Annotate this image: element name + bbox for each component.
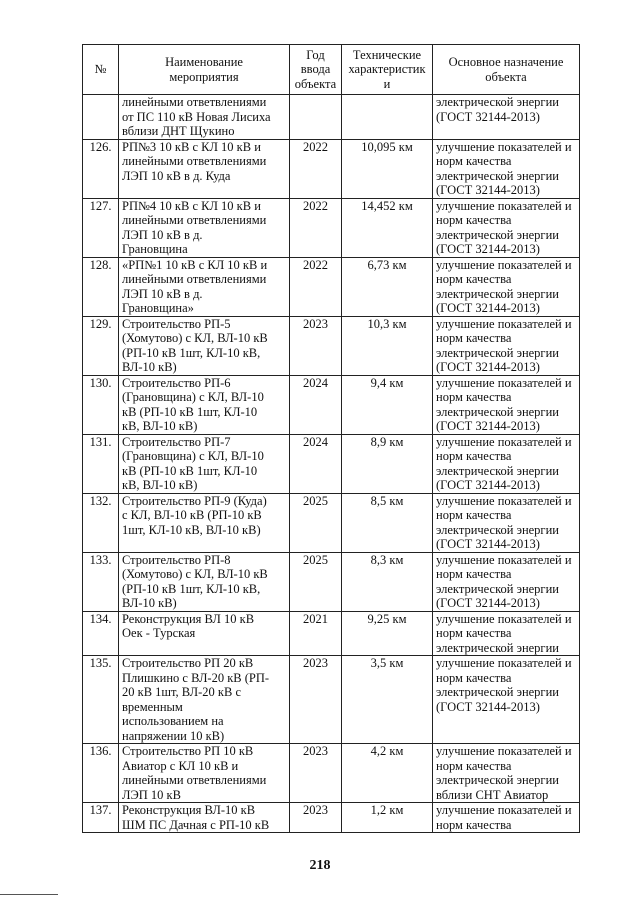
cell-year: 2025 [290,552,342,611]
cell-num: 126. [83,139,119,198]
cell-purpose: улучшение показателей и норм качества электрической энергии (ГОСТ 32144-2013) [433,316,580,375]
cell-year: 2025 [290,493,342,552]
cell-num: 135. [83,656,119,744]
col-header-year: Год ввода объекта [290,45,342,95]
cell-tech: 8,9 км [342,434,433,493]
cell-name: Реконструкция ВЛ-10 кВ ШМ ПС Дачная с РП-10 кВ [119,803,290,833]
cell-tech: 8,5 км [342,493,433,552]
cell-year: 2024 [290,434,342,493]
cell-num: 132. [83,493,119,552]
cell-num: 133. [83,552,119,611]
cell-purpose: улучшение показателей и норм качества электрической энергии (ГОСТ 32144-2013) [433,257,580,316]
cell-tech: 8,3 км [342,552,433,611]
table-row [83,803,580,833]
cell-year: 2024 [290,375,342,434]
cell-tech: 14,452 км [342,198,433,257]
measures-table [82,44,580,833]
cell-num: 128. [83,257,119,316]
table-row [83,198,580,257]
cell-num: 134. [83,611,119,656]
cell-tech: 6,73 км [342,257,433,316]
cell-num: 129. [83,316,119,375]
cell-num: 127. [83,198,119,257]
cell-name: Строительство РП 10 кВ Авиатор с КЛ 10 кВ и линейными ответвлениями ЛЭП 10 кВ [119,744,290,803]
table-row [83,434,580,493]
cell-num: 137. [83,803,119,833]
col-header-purpose: Основное назначение объекта [433,45,580,95]
table-row [83,257,580,316]
cell-tech: 1,2 км [342,803,433,833]
cell-name: линейными ответвлениями от ПС 110 кВ Новая Лисиха вблизи ДНТ Щукино [119,95,290,140]
cell-year: 2023 [290,803,342,833]
cell-name: РП№4 10 кВ с КЛ 10 кВ и линейными ответвлениями ЛЭП 10 кВ в д. Грановщина [119,198,290,257]
cell-year: 2022 [290,198,342,257]
table-row-continuation [83,95,580,140]
cell-year: 2022 [290,257,342,316]
cell-year: 2022 [290,139,342,198]
cell-tech: 3,5 км [342,656,433,744]
cell-purpose: улучшение показателей и норм качества электрической энергии (ГОСТ 32144-2013) [433,198,580,257]
cell-year: 2023 [290,744,342,803]
table-header-row [83,45,580,95]
cell-num: 131. [83,434,119,493]
cell-name: «РП№1 10 кВ с КЛ 10 кВ и линейными ответвлениями ЛЭП 10 кВ в д. Грановщина» [119,257,290,316]
cell-tech: 10,095 км [342,139,433,198]
table-row [83,375,580,434]
table-row [83,552,580,611]
cell-num [83,95,119,140]
cell-purpose: улучшение показателей и норм качества электрической энергии (ГОСТ 32144-2013) [433,552,580,611]
cell-name: Строительство РП-6 (Грановщина) с КЛ, ВЛ-10 кВ (РП-10 кВ 1шт, КЛ-10 кВ, ВЛ-10 кВ) [119,375,290,434]
cell-year: 2023 [290,316,342,375]
cell-purpose: улучшение показателей и норм качества электрической энергии (ГОСТ 32144-2013) [433,656,580,744]
cell-name: Строительство РП 20 кВ Плишкино с ВЛ-20 кВ (РП- 20 кВ 1шт, ВЛ-20 кВ с временным использованием на напряжении 10 кВ) [119,656,290,744]
cell-tech: 9,4 км [342,375,433,434]
cell-tech: 9,25 км [342,611,433,656]
col-header-tech: Технические характеристик и [342,45,433,95]
cell-year [290,95,342,140]
cell-name: Строительство РП-8 (Хомутово) с КЛ, ВЛ-10 кВ (РП-10 кВ 1шт, КЛ-10 кВ, ВЛ-10 кВ) [119,552,290,611]
table-row [83,656,580,744]
table-row [83,316,580,375]
cell-num: 130. [83,375,119,434]
cell-purpose: улучшение показателей и норм качества электрической энергии (ГОСТ 32144-2013) [433,493,580,552]
cell-name: Строительство РП-9 (Куда) с КЛ, ВЛ-10 кВ (РП-10 кВ 1шт, КЛ-10 кВ, ВЛ-10 кВ) [119,493,290,552]
table-row [83,744,580,803]
footer-rule [0,894,58,895]
table-row [83,493,580,552]
cell-name: РП№3 10 кВ с КЛ 10 кВ и линейными ответвлениями ЛЭП 10 кВ в д. Куда [119,139,290,198]
page-number: 218 [309,858,331,873]
col-header-num: № [83,45,119,95]
cell-purpose: улучшение показателей и норм качества электрической энергии (ГОСТ 32144-2013) [433,375,580,434]
cell-name: Строительство РП-5 (Хомутово) с КЛ, ВЛ-10 кВ (РП-10 кВ 1шт, КЛ-10 кВ, ВЛ-10 кВ) [119,316,290,375]
cell-year: 2023 [290,656,342,744]
cell-name: Строительство РП-7 (Грановщина) с КЛ, ВЛ-10 кВ (РП-10 кВ 1шт, КЛ-10 кВ, ВЛ-10 кВ) [119,434,290,493]
col-header-name: Наименование мероприятия [119,45,290,95]
cell-name: Реконструкция ВЛ 10 кВ Оек - Турская [119,611,290,656]
cell-tech: 4,2 км [342,744,433,803]
cell-purpose: улучшение показателей и норм качества электрической энергии [433,611,580,656]
table-row [83,139,580,198]
cell-purpose: электрической энергии (ГОСТ 32144-2013) [433,95,580,140]
cell-tech: 10,3 км [342,316,433,375]
cell-year: 2021 [290,611,342,656]
cell-tech [342,95,433,140]
table-row [83,611,580,656]
cell-purpose: улучшение показателей и норм качества электрической энергии вблизи СНТ Авиатор [433,744,580,803]
cell-num: 136. [83,744,119,803]
cell-purpose: улучшение показателей и норм качества электрической энергии (ГОСТ 32144-2013) [433,139,580,198]
cell-purpose: улучшение показателей и норм качества электрической энергии (ГОСТ 32144-2013) [433,434,580,493]
cell-purpose: улучшение показателей и норм качества [433,803,580,833]
